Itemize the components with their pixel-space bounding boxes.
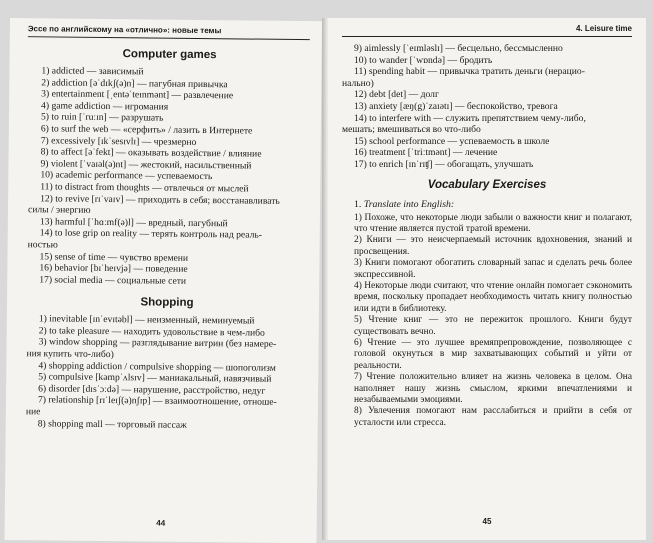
vocab-line: 8) to affect [əˈfekt] — оказывать воздействие / влияние [40, 146, 262, 160]
vocab-line: 4) shopping addiction / compulsive shopping — шопоголизм [38, 359, 276, 374]
exercise-sentences [342, 213, 632, 430]
vocab-line: 15) sense of time — чувство времени [39, 250, 189, 264]
vocab-line: 17) social media — социальные сети [39, 274, 187, 287]
vocab-line: 11) spending habit — привычка тратить деньги (нерацио- [354, 66, 585, 78]
vocabulary-exercises-title: Vocabulary Exercises [427, 178, 547, 191]
vocab-line: 2) to take pleasure — находить удовольствие в чем-либо [38, 325, 265, 339]
section-title-computer-games: Computer games [122, 48, 217, 62]
vocab-line: 16) treatment [ˈtriːtmənt] — лечение [354, 147, 498, 159]
vocab-line: 6) disorder [dɪsˈɔːdə] — нарушение, расстройство, недуг [38, 383, 266, 397]
vocab-line: 12) debt [det] — долг [354, 89, 439, 101]
vocab-line: 14) to interfere with — служить препятствием чему-либо, [354, 112, 586, 124]
running-head-right: 4. Leisure time [342, 18, 632, 37]
computer-games-list [27, 65, 309, 288]
vocab-line-continuation: силы / энергию [27, 204, 91, 216]
exercise-sentence: 1) Похоже, что некоторые люди забыли о важности книг и полагают, что чтение является пустой тратой времени. [354, 212, 632, 234]
vocab-line: 15) school performance — успеваемость в школе [354, 135, 550, 147]
vocab-line: 7) relationship [rɪˈleɪʃ(ə)nʃɪp] — взаимоотношение, отноше- [37, 394, 277, 409]
leisure-vocab-list [342, 43, 632, 171]
vocab-line: 3) entertainment [ˌentəˈteɪnmənt] — развлечение [41, 88, 234, 102]
vocab-line: 17) to enrich [ɪnˈrɪʧ] — обогащать, улучшать [354, 158, 534, 170]
exercise-sentence: 7) Чтение положительно влияет на жизнь человека в целом. Она наполняет нашу жизнь смыслом, яркими впечатлениями и незабываемыми эмоциями. [354, 372, 632, 406]
vocab-line: 5) to ruin [ˈruːɪn] — разрушать [40, 111, 164, 124]
vocab-line: 12) to revive [rɪˈvaɪv] — приходить в себя; восстанавливать [40, 192, 280, 207]
vocab-line: 9) aimlessly [ˈeɪmləslɪ] — бесцельно, бессмысленно [354, 43, 563, 54]
right-page-body [328, 37, 646, 429]
vocab-line: 8) shopping mall — торговый пассаж [37, 417, 187, 431]
vocab-line: 10) to wander [ˈwɒndə] — бродить [354, 54, 493, 66]
left-page [5, 18, 322, 543]
vocab-line-continuation: мешать; вмешиваться во что-либо [342, 124, 481, 136]
exercise-instruction-text: Translate into English: [363, 198, 455, 210]
vocab-line: 13) harmful [ˈhɑːmf(ə)l] — вредный, пагубный [39, 216, 228, 230]
section-title-shopping: Shopping [140, 296, 194, 310]
right-page [328, 18, 646, 540]
vocab-line: 7) excessively [ɪkˈsesɪvlɪ] — чрезмерно [40, 134, 197, 148]
exercise-number: 1. [354, 198, 362, 210]
exercise-sentence: 2) Книги — это неисчерпаемый источник вдохновения, знаний и просвещения. [354, 235, 632, 257]
page-number-left: 44 [156, 518, 166, 528]
exercise-sentence: 5) Чтение книг — это не пережиток прошлого. Книги будут существовать вечно. [354, 315, 632, 337]
vocab-line-continuation: ностью [27, 239, 58, 251]
vocab-line: 6) to surf the web — «серфить» / лазить в Интернете [40, 123, 253, 137]
vocab-line: 9) violent [ˈvaɪəl(ə)nt] — жестокий, насильственный [40, 158, 252, 172]
vocab-line: 4) game addiction — игромания [41, 100, 169, 113]
exercise-sentence: 8) Увлечения помогают нам расслабиться и прийти в себя от усталости или стресса. [354, 406, 632, 428]
vocab-line: 11) to distract from thoughts — отвлечься от мыслей [40, 181, 249, 195]
vocab-line: 14) to lose grip on reality — терять контроль над реаль- [39, 227, 263, 241]
exercise-sentence: 4) Некоторые люди считают, что чтение онлайн помогает сэкономить время, поскольку пропадает необходимость читать книгу полностью или идти в библиотеку. [354, 280, 632, 314]
vocab-line: 3) window shopping — разглядывание витрин (без намере- [38, 336, 277, 351]
exercise-sentence: 6) Чтение — это лучшее времяпрепровождение, позволяющее с головой окунуться в мир захватывающих событий и уйти от реальности. [354, 338, 632, 371]
exercise-instruction [342, 199, 632, 211]
vocab-line: 16) behavior [bɪˈheɪvjə] — поведение [39, 262, 188, 275]
exercise-sentence: 3) Книги помогают обогатить словарный запас и сделать речь более экспрессивной. [354, 258, 632, 280]
page-number-right: 45 [482, 517, 492, 526]
vocab-line-continuation: ние [25, 406, 41, 418]
left-page-body [6, 37, 322, 432]
vocab-line-continuation: ния купить что-либо) [26, 348, 114, 361]
vocab-line: 5) compulsive [kəmpˈʌlsɪv] — маниакальный, навязчивый [38, 371, 272, 386]
shopping-list [26, 313, 307, 432]
vocab-line: 1) inevitable [ɪnˈevɪtəbl] — неизменный, неминуемый [38, 313, 255, 327]
vocab-line: 10) academic performance — успеваемость [40, 169, 213, 183]
running-head-left: Эссе по английскому на «отлично»: новые темы [28, 18, 310, 40]
vocab-line-continuation: нально) [342, 77, 374, 89]
vocab-line: 1) addicted — зависимый [41, 65, 144, 78]
vocab-line: 13) anxiety [æŋ(g)ˈzaɪətɪ] — беспокойство, тревога [354, 100, 558, 112]
vocab-line: 2) addiction [əˈdɪkʃ(ə)n] — пагубная привычка [41, 76, 228, 90]
